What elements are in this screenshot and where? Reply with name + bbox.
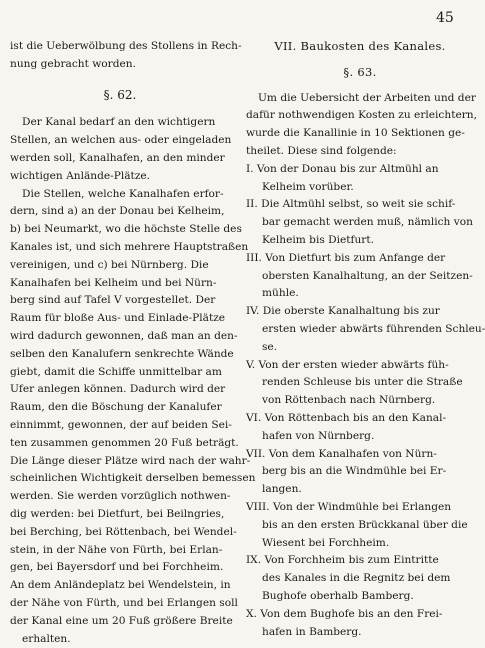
text-line: Kelheim bis Dietfurt. xyxy=(246,232,474,250)
text-line: theilet. Diese sind folgende: xyxy=(246,143,474,161)
left-column xyxy=(10,38,230,648)
text-line: von Röttenbach nach Nürnberg. xyxy=(246,392,474,410)
text-line: renden Schleuse bis unter die Straße xyxy=(246,374,474,392)
text-line: Raum für bloße Aus- und Einlade-Plätze xyxy=(10,310,230,328)
list-item xyxy=(246,357,474,410)
list-item xyxy=(246,410,474,446)
text-line: dig werden: bei Dietfurt, bei Beilngries, xyxy=(10,506,230,524)
text-line: bar gemacht werden muß, nämlich von xyxy=(246,214,474,232)
list-item xyxy=(246,303,474,356)
text-line: Die Länge dieser Plätze wird nach der wahr- xyxy=(10,453,230,471)
text-line: erhalten. xyxy=(10,631,230,648)
text-line: X. Von dem Bughofe bis an den Frei- xyxy=(246,606,474,624)
text-line: einnimmt, gewonnen, der auf beiden Sei- xyxy=(10,417,230,435)
text-line: b) bei Neumarkt, wo die höchste Stelle des xyxy=(10,221,230,239)
text-line: Kelheim vorüber. xyxy=(246,179,474,197)
text-line: werden soll, Kanalhafen, an den minder xyxy=(10,150,230,168)
text-line: wird dadurch gewonnen, daß man an den- xyxy=(10,328,230,346)
intro-paragraph xyxy=(246,90,474,161)
text-line: stein, in der Nähe von Fürth, bei Erlan- xyxy=(10,542,230,560)
text-line: ersten wieder abwärts führenden Schleu- xyxy=(246,321,474,339)
text-line: hafen in Bamberg. xyxy=(246,624,474,642)
text-line: Wiesent bei Forchheim. xyxy=(246,535,474,553)
text-line: berg bis an die Windmühle bei Er- xyxy=(246,463,474,481)
text-line: Die Stellen, welche Kanalhafen erfor- xyxy=(10,186,230,204)
text-line: Stellen, an welchen aus- oder eingeladen xyxy=(10,132,230,150)
text-line: II. Die Altmühl selbst, so weit sie schif- xyxy=(246,196,474,214)
text-line: scheinlichen Wichtigkeit derselben bemessen xyxy=(10,470,230,488)
text-line: mühle. xyxy=(246,285,474,303)
text-line: des Kanales in die Regnitz bei dem xyxy=(246,570,474,588)
text-line: gen, bei Bayersdorf und bei Forchheim. xyxy=(10,559,230,577)
text-line: wurde die Kanallinie in 10 Sektionen ge- xyxy=(246,125,474,143)
list-item xyxy=(246,250,474,303)
text-line: der Kanal eine um 20 Fuß größere Breite xyxy=(10,613,230,631)
text-line: se. xyxy=(246,339,474,357)
text-line: Bughofe oberhalb Bamberg. xyxy=(246,588,474,606)
text-line: werden. Sie werden vorzüglich nothwen- xyxy=(10,488,230,506)
page-number: 45 xyxy=(436,10,454,26)
text-line: III. Von Dietfurt bis zum Anfange der xyxy=(246,250,474,268)
text-line: VII. Von dem Kanalhafen von Nürn- xyxy=(246,446,474,464)
section-heading-62: §. 62. xyxy=(10,87,230,105)
list-item xyxy=(246,606,474,642)
text-line: VIII. Von der Windmühle bei Erlangen xyxy=(246,499,474,517)
text-line: bis an den ersten Brückkanal über die xyxy=(246,517,474,535)
text-line: dafür nothwendigen Kosten zu erleichtern, xyxy=(246,107,474,125)
text-line: Der Kanal bedarf an den wichtigern xyxy=(10,114,230,132)
text-line: ist die Ueberwölbung des Stollens in Rech- xyxy=(10,38,230,56)
list-item xyxy=(246,446,474,499)
text-line: hafen von Nürnberg. xyxy=(246,428,474,446)
text-line: Um die Uebersicht der Arbeiten und der xyxy=(246,90,474,108)
text-line: vereinigen, und c) bei Nürnberg. Die xyxy=(10,257,230,275)
text-line: giebt, damit die Schiffe unmittelbar am xyxy=(10,364,230,382)
text-line: Ufer anlegen können. Dadurch wird der xyxy=(10,381,230,399)
text-line: ten zusammen genommen 20 Fuß beträgt. xyxy=(10,435,230,453)
text-line: langen. xyxy=(246,481,474,499)
paragraph-1 xyxy=(10,114,230,185)
list-item xyxy=(246,552,474,605)
text-line: Kanalhafen bei Kelheim und bei Nürn- xyxy=(10,275,230,293)
text-line: Kanales ist, und sich mehrere Hauptstraßen xyxy=(10,239,230,257)
text-line: bei Berching, bei Röttenbach, bei Wendel- xyxy=(10,524,230,542)
section-list xyxy=(246,161,474,642)
list-item xyxy=(246,499,474,552)
text-line: berg sind auf Tafel V vorgestellet. Der xyxy=(10,292,230,310)
chapter-title: VII. Baukosten des Kanales. xyxy=(246,38,474,56)
text-line: IX. Von Forchheim bis zum Eintritte xyxy=(246,552,474,570)
text-line: nung gebracht worden. xyxy=(10,56,230,74)
right-column xyxy=(246,38,474,641)
text-line: An dem Anländeplatz bei Wendelstein, in xyxy=(10,577,230,595)
text-line: obersten Kanalhaltung, an der Seitzen- xyxy=(246,268,474,286)
text-line: IV. Die oberste Kanalhaltung bis zur xyxy=(246,303,474,321)
text-line: VI. Von Röttenbach bis an den Kanal- xyxy=(246,410,474,428)
section-heading-63: §. 63. xyxy=(246,64,474,82)
list-item xyxy=(246,161,474,197)
text-line: selben den Kanalufern senkrechte Wände xyxy=(10,346,230,364)
text-line: I. Von der Donau bis zur Altmühl an xyxy=(246,161,474,179)
text-line: Raum, den die Böschung der Kanalufer xyxy=(10,399,230,417)
paragraph-2 xyxy=(10,186,230,648)
text-line: dern, sind a) an der Donau bei Kelheim, xyxy=(10,203,230,221)
text-line: wichtigen Anlände-Plätze. xyxy=(10,168,230,186)
text-line: V. Von der ersten wieder abwärts füh- xyxy=(246,357,474,375)
list-item xyxy=(246,196,474,249)
text-line: der Nähe von Fürth, und bei Erlangen soll xyxy=(10,595,230,613)
